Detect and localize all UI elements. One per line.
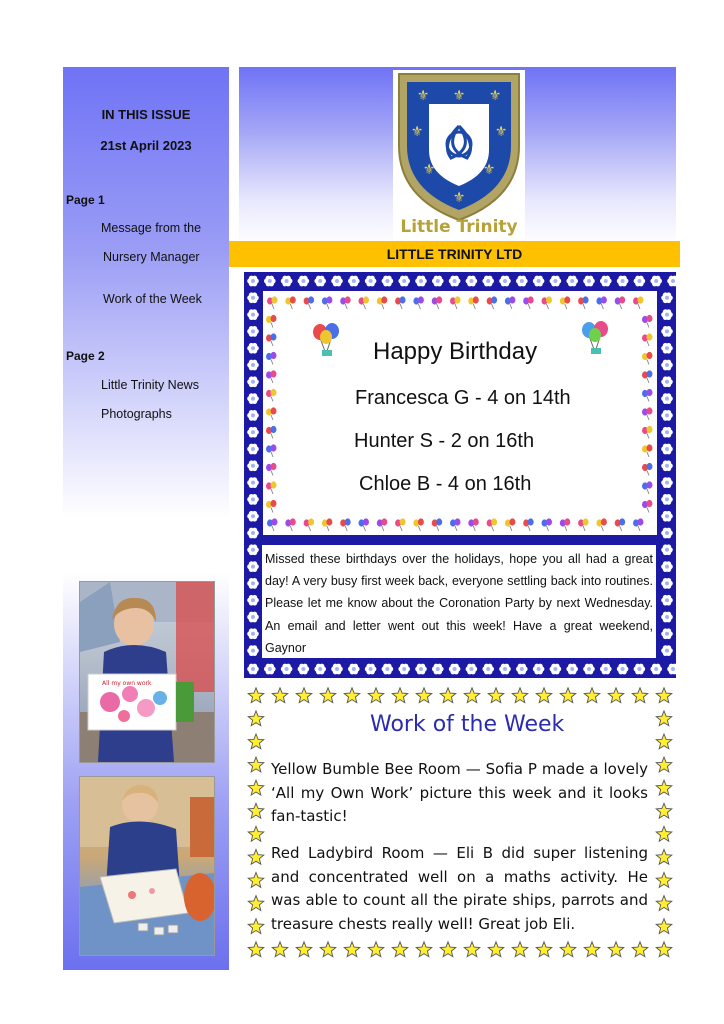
star-icon	[656, 942, 672, 957]
star-icon	[656, 734, 672, 749]
balloon-icon	[266, 370, 277, 383]
flower-icon	[516, 664, 528, 675]
star-icon	[584, 942, 600, 957]
toc-item-news[interactable]: Little Trinity News	[101, 378, 199, 392]
balloon-icon	[560, 296, 571, 309]
flower-icon	[516, 276, 528, 287]
flower-icon	[415, 276, 427, 287]
toc-page-1-label: Page 1	[66, 193, 105, 207]
crest-icon	[393, 70, 525, 240]
star-icon	[248, 873, 264, 888]
balloon-icon	[523, 518, 534, 531]
toc-item-nursery-manager[interactable]: Nursery Manager	[103, 250, 200, 264]
svg-text:⚜: ⚜	[416, 88, 430, 104]
balloon-icon	[266, 407, 277, 420]
work-of-week-title: Work of the Week	[370, 712, 565, 737]
balloon-icon	[266, 352, 277, 365]
balloons-icon-right	[577, 320, 613, 356]
school-logo	[393, 70, 525, 240]
star-icon	[248, 711, 264, 726]
star-icon	[560, 688, 576, 703]
flower-icon	[661, 561, 673, 572]
star-icon	[344, 688, 360, 703]
star-icon	[416, 942, 432, 957]
flower-icon	[650, 664, 662, 675]
balloon-icon	[468, 296, 479, 309]
star-icon	[656, 757, 672, 772]
star-icon	[464, 688, 480, 703]
balloon-icon	[633, 296, 644, 309]
issue-heading: IN THIS ISSUE	[101, 107, 191, 122]
flower-icon	[661, 326, 673, 337]
logo-text: Little Trinity	[400, 217, 518, 237]
balloon-icon	[615, 518, 626, 531]
star-icon	[248, 803, 264, 818]
balloon-icon	[487, 518, 498, 531]
flower-icon	[331, 664, 343, 675]
flower-icon	[398, 664, 410, 675]
star-icon	[512, 688, 528, 703]
flower-icon	[314, 276, 326, 287]
photo-boy-illustration	[80, 777, 214, 955]
flower-icon	[264, 276, 276, 287]
star-icon	[320, 688, 336, 703]
balloon-icon	[642, 407, 653, 420]
star-icon	[368, 942, 384, 957]
balloon-icon	[266, 500, 277, 513]
balloon-icon	[267, 296, 278, 309]
flower-icon	[661, 393, 673, 404]
star-icon	[272, 942, 288, 957]
flower-icon	[382, 664, 394, 675]
star-icon	[248, 688, 264, 703]
flower-icon	[331, 276, 343, 287]
flower-icon	[247, 544, 259, 555]
birthday-title: Happy Birthday	[373, 338, 538, 365]
svg-text:⚜: ⚜	[494, 124, 508, 140]
flower-icon	[583, 664, 595, 675]
balloon-icon	[413, 518, 424, 531]
balloon-icon	[285, 296, 296, 309]
flower-icon	[600, 664, 612, 675]
balloon-icon	[642, 333, 653, 346]
photo-girl-with-painting	[79, 581, 215, 763]
flower-icon	[449, 664, 461, 675]
flower-icon	[348, 276, 360, 287]
flower-icon	[365, 276, 377, 287]
flower-icon	[550, 664, 562, 675]
svg-text:⚜: ⚜	[410, 124, 424, 140]
star-icon	[248, 919, 264, 934]
photo-girl-illustration	[80, 582, 214, 762]
flower-icon	[634, 276, 646, 287]
company-banner: LITTLE TRINITY LTD	[229, 241, 680, 267]
star-icon	[512, 942, 528, 957]
flower-icon	[617, 276, 629, 287]
birthday-entry: Chloe B - 4 on 16th	[359, 473, 532, 495]
flower-icon	[466, 664, 478, 675]
flower-icon	[247, 528, 259, 539]
star-icon	[248, 780, 264, 795]
star-icon	[656, 919, 672, 934]
balloon-icon	[304, 296, 315, 309]
star-icon	[248, 896, 264, 911]
svg-text:⚜: ⚜	[488, 88, 502, 104]
balloon-icon	[322, 518, 333, 531]
flower-icon	[398, 276, 410, 287]
flower-icon	[415, 664, 427, 675]
flower-icon	[449, 276, 461, 287]
flower-icon	[247, 376, 259, 387]
star-icon	[320, 942, 336, 957]
svg-text:⚜: ⚜	[422, 162, 436, 178]
star-icon	[488, 942, 504, 957]
flower-icon	[247, 612, 259, 623]
flower-icon	[661, 544, 673, 555]
balloon-icon	[642, 389, 653, 402]
star-icon	[416, 688, 432, 703]
flower-icon	[600, 276, 612, 287]
star-icon	[272, 688, 288, 703]
star-icon	[392, 688, 408, 703]
flower-icon	[281, 664, 293, 675]
svg-text:⚜: ⚜	[452, 190, 466, 206]
flower-icon	[247, 628, 259, 639]
flower-icon	[661, 612, 673, 623]
balloon-icon	[266, 315, 277, 328]
flower-icon	[533, 664, 545, 675]
balloon-icon	[413, 296, 424, 309]
balloon-icon	[266, 463, 277, 476]
flower-icon	[550, 276, 562, 287]
flower-icon	[482, 664, 494, 675]
flower-icon	[617, 664, 629, 675]
balloon-icon	[266, 444, 277, 457]
flower-icon	[247, 360, 259, 371]
flower-icon	[247, 410, 259, 421]
flower-icon	[667, 276, 676, 287]
flower-icon	[247, 343, 259, 354]
flower-icon	[667, 664, 676, 675]
balloon-icon	[596, 518, 607, 531]
balloon-icon	[432, 296, 443, 309]
flower-icon	[482, 276, 494, 287]
balloon-icon	[542, 518, 553, 531]
balloon-icon	[633, 518, 644, 531]
flower-icon	[661, 511, 673, 522]
flower-icon	[382, 276, 394, 287]
svg-text:⚜: ⚜	[482, 162, 496, 178]
flower-icon	[661, 292, 673, 303]
balloon-icon	[642, 481, 653, 494]
star-icon	[656, 826, 672, 841]
balloon-icon	[377, 518, 388, 531]
flower-icon	[247, 444, 259, 455]
birthday-entry: Hunter S - 2 on 16th	[354, 430, 535, 452]
star-icon	[464, 942, 480, 957]
balloon-icon	[395, 518, 406, 531]
toc-item-message[interactable]: Message from the	[101, 221, 202, 235]
flower-icon	[247, 309, 259, 320]
flower-icon	[247, 276, 259, 287]
flower-icon	[566, 276, 578, 287]
flower-icon	[247, 494, 259, 505]
flower-icon	[264, 664, 276, 675]
balloon-icon	[642, 500, 653, 513]
balloon-icon	[642, 315, 653, 328]
flower-icon	[247, 645, 259, 656]
balloon-icon	[615, 296, 626, 309]
flower-icon	[661, 477, 673, 488]
star-icon	[656, 803, 672, 818]
flower-icon	[314, 664, 326, 675]
flower-icon	[247, 326, 259, 337]
flower-icon	[661, 645, 673, 656]
flower-icon	[348, 664, 360, 675]
star-icon	[248, 942, 264, 957]
star-icon	[248, 826, 264, 841]
flower-icon	[533, 276, 545, 287]
balloon-icon	[377, 296, 388, 309]
toc-item-work-of-week[interactable]: Work of the Week	[103, 292, 202, 306]
balloon-icon	[322, 296, 333, 309]
flower-icon	[247, 664, 259, 675]
flower-icon	[499, 276, 511, 287]
flower-icon	[247, 561, 259, 572]
flower-icon	[298, 276, 310, 287]
star-icon	[536, 688, 552, 703]
balloon-icon	[266, 333, 277, 346]
flower-icon	[661, 628, 673, 639]
flower-icon	[661, 360, 673, 371]
flower-icon	[661, 578, 673, 589]
svg-text:⚜: ⚜	[452, 88, 466, 104]
flower-icon	[661, 494, 673, 505]
issue-date: 21st April 2023	[100, 138, 192, 153]
flower-icon	[247, 511, 259, 522]
flower-icon	[661, 460, 673, 471]
balloon-icon	[505, 296, 516, 309]
star-icon	[392, 942, 408, 957]
star-icon	[440, 688, 456, 703]
balloon-icon	[642, 352, 653, 365]
toc-item-photographs[interactable]: Photographs	[101, 407, 172, 421]
flower-icon	[499, 664, 511, 675]
balloon-icon	[487, 296, 498, 309]
flower-icon	[583, 276, 595, 287]
star-icon	[584, 688, 600, 703]
star-icon	[296, 688, 312, 703]
flower-icon	[466, 276, 478, 287]
flower-icon	[365, 664, 377, 675]
star-icon	[296, 942, 312, 957]
balloon-icon	[578, 296, 589, 309]
balloon-icon	[596, 296, 607, 309]
star-icon	[488, 688, 504, 703]
star-icon	[608, 942, 624, 957]
flower-icon	[661, 410, 673, 421]
flower-icon	[281, 276, 293, 287]
flower-icon	[247, 578, 259, 589]
balloon-icon	[359, 296, 370, 309]
flower-icon	[661, 343, 673, 354]
star-icon	[368, 688, 384, 703]
flower-icon	[247, 460, 259, 471]
flower-icon	[661, 595, 673, 606]
flower-icon	[566, 664, 578, 675]
birthday-entry: Francesca G - 4 on 14th	[355, 387, 571, 409]
flower-icon	[432, 276, 444, 287]
balloons-icon-left	[308, 322, 344, 358]
balloon-icon	[642, 370, 653, 383]
work-of-week-paragraph: Red Ladybird Room — Eli B did super listening and concentrated well on a maths activity. He was able to count all the pirate ships, parrots and treasure chests really well! Great job Eli.	[271, 844, 648, 933]
flower-icon	[661, 309, 673, 320]
balloon-icon	[560, 518, 571, 531]
flower-icon	[247, 292, 259, 303]
flower-icon	[432, 664, 444, 675]
balloon-icon	[468, 518, 479, 531]
star-icon	[632, 688, 648, 703]
star-icon	[656, 688, 672, 703]
star-icon	[656, 896, 672, 911]
balloon-icon	[304, 518, 315, 531]
flower-icon	[298, 664, 310, 675]
flower-icon	[247, 595, 259, 606]
star-icon	[248, 849, 264, 864]
balloon-icon	[642, 463, 653, 476]
photo-boy-at-table	[79, 776, 215, 956]
balloon-icon	[642, 444, 653, 457]
balloon-icon	[523, 296, 534, 309]
balloon-icon	[395, 296, 406, 309]
flower-icon	[661, 427, 673, 438]
star-icon	[656, 780, 672, 795]
balloon-icon	[285, 518, 296, 531]
toc-page-2-label: Page 2	[66, 349, 105, 363]
balloon-icon	[359, 518, 370, 531]
balloon-icon	[450, 518, 461, 531]
star-icon	[248, 734, 264, 749]
balloon-icon	[450, 296, 461, 309]
balloon-icon	[642, 426, 653, 439]
balloon-icon	[266, 481, 277, 494]
balloon-icon	[266, 389, 277, 402]
manager-message: Missed these birthdays over the holidays, hope you all had a great day! A very busy first week back, everyone settling back into routines. Please let me know about the Coronation Party by next Wednesday. An email and letter went out this week! Have a great weekend, Gaynor	[262, 545, 656, 658]
balloon-icon	[340, 518, 351, 531]
flower-icon	[247, 477, 259, 488]
balloon-icon	[542, 296, 553, 309]
balloon-icon	[340, 296, 351, 309]
flower-icon	[661, 528, 673, 539]
star-icon	[656, 873, 672, 888]
flower-icon	[650, 276, 662, 287]
star-icon	[656, 711, 672, 726]
balloon-icon	[578, 518, 589, 531]
star-icon	[560, 942, 576, 957]
star-icon	[248, 757, 264, 772]
flower-icon	[247, 427, 259, 438]
work-of-week-paragraph: Yellow Bumble Bee Room — Sofia P made a lovely ‘All my Own Work’ picture this week and it looks fan-tastic!	[271, 760, 648, 825]
flower-icon	[661, 444, 673, 455]
flower-icon	[634, 664, 646, 675]
star-icon	[608, 688, 624, 703]
star-icon	[656, 849, 672, 864]
flower-icon	[247, 393, 259, 404]
balloon-icon	[266, 426, 277, 439]
balloon-icon	[505, 518, 516, 531]
star-icon	[440, 942, 456, 957]
flower-icon	[661, 376, 673, 387]
star-icon	[632, 942, 648, 957]
balloon-icon	[432, 518, 443, 531]
star-icon	[536, 942, 552, 957]
balloon-icon	[267, 518, 278, 531]
photo-caption-text: All my own work	[102, 680, 152, 687]
star-icon	[344, 942, 360, 957]
